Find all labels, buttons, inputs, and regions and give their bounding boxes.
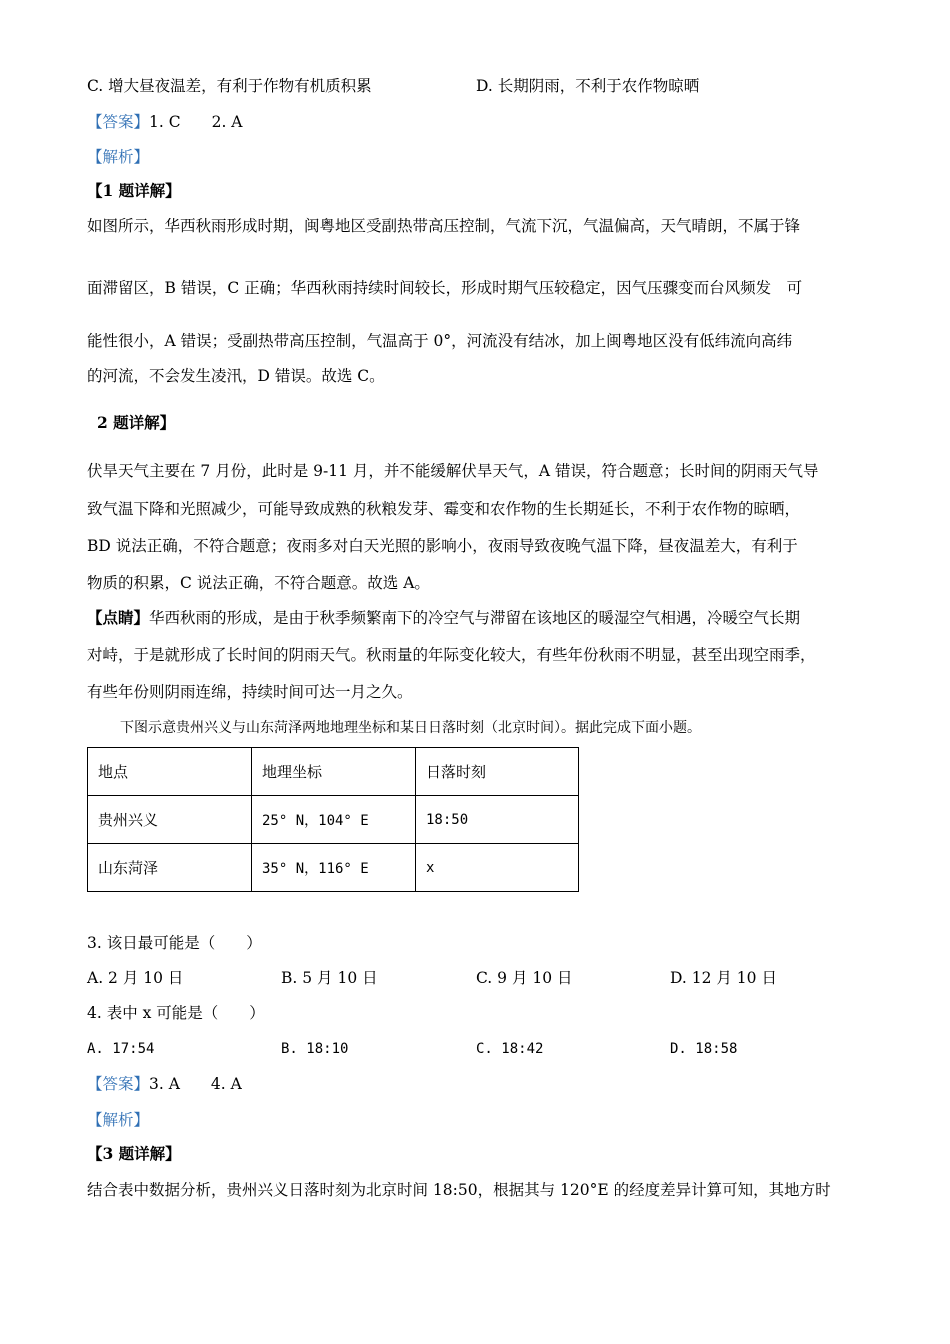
answer-text: 1. C 2. A bbox=[149, 113, 243, 131]
table-cell: x bbox=[416, 844, 579, 892]
tip-line: 有些年份则阴雨连绵，持续时间可达一月之久。 bbox=[87, 683, 413, 701]
analysis-tag: 【解析】 bbox=[87, 148, 150, 166]
option-c: C. 增大昼夜温差，有利于作物有机质积累 bbox=[87, 77, 372, 95]
q2-detail-heading: 2 题详解】 bbox=[97, 413, 176, 432]
analysis-tag: 【解析】 bbox=[87, 1111, 150, 1129]
option-d: D. 长期阴雨，不利于农作物晾晒 bbox=[476, 77, 700, 95]
answer-tag: 【答案】 bbox=[87, 113, 150, 131]
q3-option-b: B. 5 月 10 日 bbox=[281, 969, 378, 987]
q4-option-c: C. 18:42 bbox=[476, 1041, 544, 1057]
q2-detail-line: 致气温下降和光照减少，可能导致成熟的秋粮发芽、霉变和农作物的生长期延长，不利于农作物的晾晒， bbox=[87, 500, 801, 518]
tip-tag: 【点睛】 bbox=[87, 608, 150, 627]
q4-option-b: B. 18:10 bbox=[281, 1041, 349, 1057]
question-intro: 下图示意贵州兴义与山东菏泽两地地理坐标和某日日落时刻（北京时间）。据此完成下面小题。 bbox=[120, 720, 701, 736]
q3-detail-line: 结合表中数据分析，贵州兴义日落时刻为北京时间 18:50，根据其与 120°E 的经度差异计算可知，其地方时 bbox=[87, 1181, 831, 1199]
answer-tag: 【答案】 bbox=[87, 1075, 150, 1093]
q1-detail-heading: 【1 题详解】 bbox=[87, 181, 181, 200]
table-cell: 35° N，116° E bbox=[252, 844, 416, 892]
q3-option-c: C. 9 月 10 日 bbox=[476, 969, 573, 987]
table-cell: 山东菏泽 bbox=[88, 844, 252, 892]
q2-detail-line: 物质的积累，C 说法正确，不符合题意。故选 A。 bbox=[87, 574, 430, 592]
table-cell: 贵州兴义 bbox=[88, 796, 252, 844]
q1-detail-line: 的河流，不会发生凌汛，D 错误。故选 C。 bbox=[87, 367, 385, 385]
q1-detail-line: 能性很小，A 错误；受副热带高压控制，气温高于 0°，河流没有结冰，加上闽粤地区没有低纬流向高纬 bbox=[87, 332, 793, 350]
table-header-cell: 地点 bbox=[88, 748, 252, 796]
table-header-cell: 地理坐标 bbox=[252, 748, 416, 796]
table-header-row bbox=[88, 748, 579, 796]
q2-detail-line: 伏旱天气主要在 7 月份，此时是 9-11 月，并不能缓解伏旱天气，A 错误，符合题意；长时间的阴雨天气导 bbox=[87, 462, 819, 480]
q3-stem: 3. 该日最可能是（ ） bbox=[87, 934, 262, 952]
table-cell: 18:50 bbox=[416, 796, 579, 844]
q1-detail-line: 如图所示，华西秋雨形成时期，闽粤地区受副热带高压控制，气流下沉，气温偏高，天气晴朗，不属于锋 bbox=[87, 217, 801, 235]
q3-detail-heading: 【3 题详解】 bbox=[87, 1144, 181, 1163]
table-row bbox=[88, 844, 579, 892]
q3-option-d: D. 12 月 10 日 bbox=[670, 969, 777, 987]
q2-detail-line: BD 说法正确，不符合题意；夜雨多对白天光照的影响小，夜雨导致夜晚气温下降，昼夜温差大，有利于 bbox=[87, 537, 798, 555]
table-row bbox=[88, 796, 579, 844]
q4-option-d: D. 18:58 bbox=[670, 1041, 738, 1057]
answer-line-2 bbox=[87, 1074, 242, 1094]
tip-line: 【点睛】华西秋雨的形成，是由于秋季频繁南下的冷空气与滞留在该地区的暖湿空气相遇，冷暖空气长期 bbox=[87, 608, 801, 627]
geo-table bbox=[87, 747, 579, 892]
q4-stem: 4. 表中 x 可能是（ ） bbox=[87, 1004, 265, 1022]
table-header-cell: 日落时刻 bbox=[416, 748, 579, 796]
q3-option-a: A. 2 月 10 日 bbox=[87, 969, 184, 987]
tip-line: 对峙，于是就形成了长时间的阴雨天气。秋雨量的年际变化较大，有些年份秋雨不明显，甚至出现空雨季， bbox=[87, 646, 816, 664]
answer-text: 3. A 4. A bbox=[149, 1075, 242, 1093]
q4-option-a: A. 17:54 bbox=[87, 1041, 155, 1057]
table-cell: 25° N，104° E bbox=[252, 796, 416, 844]
answer-line-1 bbox=[87, 112, 243, 132]
q1-detail-line: 面滞留区，B 错误，C 正确；华西秋雨持续时间较长，形成时期气压较稳定，因气压骤变而台风频发 可 bbox=[87, 279, 803, 297]
